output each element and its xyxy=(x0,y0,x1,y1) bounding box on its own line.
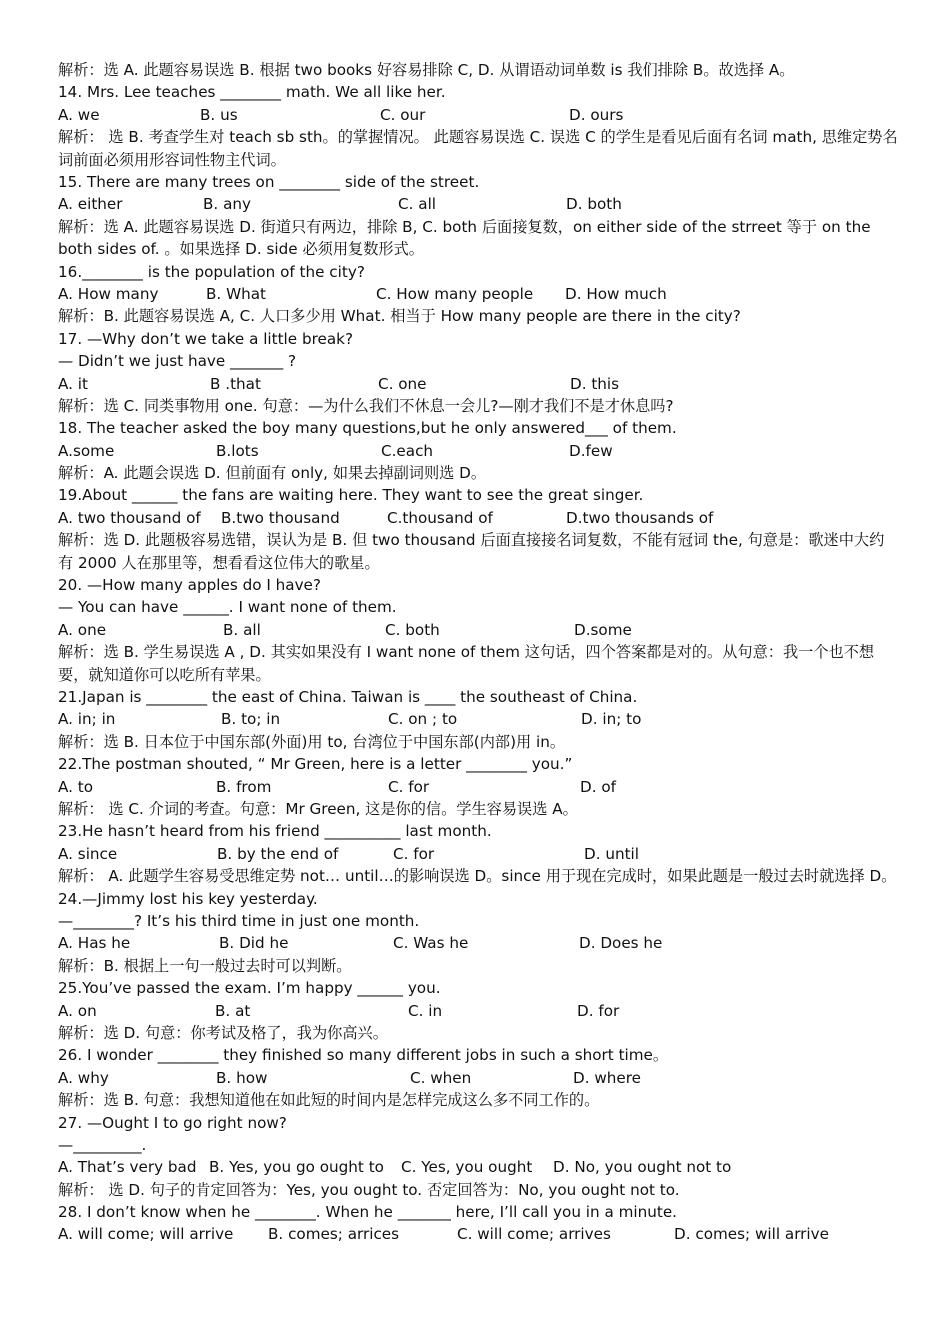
analysis-note: 解析： A. 此题学生容易受思维定势 not… until…的影响误选 D。since 用于现在完成时，如果此题是一般过去时就选择 D。 xyxy=(58,867,897,886)
answer-option: A. either xyxy=(58,195,123,214)
answer-option: C. in xyxy=(408,1001,443,1020)
answer-option: B .that xyxy=(210,374,261,393)
answer-option: C. all xyxy=(398,195,437,214)
answer-option: A. will come; will arrive xyxy=(58,1225,234,1244)
answer-option: D. How much xyxy=(565,284,667,303)
answer-options xyxy=(58,373,898,395)
question-text: 19.About ______ the fans are waiting here. They want to see the great singer. xyxy=(58,486,644,505)
analysis-note: 解析：B. 此题容易误选 A, C. 人口多少用 What. 相当于 How many people are there in the city? xyxy=(58,307,741,326)
answer-option: D.two thousands of xyxy=(566,508,714,527)
answer-options xyxy=(58,507,898,529)
analysis-note: 解析： 选 B. 考查学生对 teach sb sth。的掌握情况。 此题容易误选 C. 误选 C 的学生是看见后面有名词 math, 思维定势名词前面必须用形容词性物主代词。 xyxy=(58,128,898,169)
answer-option: B. Yes, you go ought to xyxy=(209,1158,384,1177)
answer-option: B.lots xyxy=(216,441,259,460)
analysis-note: 解析：选 B. 日本位于中国东部(外面)用 to, 台湾位于中国东部(内部)用 in。 xyxy=(58,732,566,751)
answer-option: A. one xyxy=(58,620,107,639)
answer-option: C. Yes, you ought xyxy=(401,1158,533,1177)
answer-option: B. Did he xyxy=(219,934,289,953)
analysis-note: 解析：选 A. 此题容易误选 D. 街道只有两边，排除 B, C. both 后面接复数，on either side of the strreet 等于 on the both sides of. 。如果选择 D. side 必须用复数形式。 xyxy=(58,217,871,259)
answer-option: A. why xyxy=(58,1068,109,1087)
answer-options xyxy=(58,619,898,641)
answer-option: D.few xyxy=(569,441,613,460)
answer-option: D. this xyxy=(570,374,620,393)
answer-option: C. one xyxy=(378,374,427,393)
answer-option: D.some xyxy=(574,620,632,639)
question-text: 15. There are many trees on ________ side of the street. xyxy=(58,172,480,191)
answer-options xyxy=(58,1223,898,1245)
answer-option: C. Was he xyxy=(393,934,469,953)
question-text: 27. —Ought I to go right now? xyxy=(58,1113,287,1132)
answer-option: C. our xyxy=(380,105,426,124)
answer-option: B. us xyxy=(200,105,238,124)
answer-option: B.two thousand xyxy=(221,508,340,527)
answer-option: D. where xyxy=(573,1068,641,1087)
answer-option: D. until xyxy=(584,844,639,863)
answer-options xyxy=(58,193,898,215)
question-text: 16.________ is the population of the city? xyxy=(58,262,365,281)
analysis-note: 解析：选 D. 此题极容易选错，误认为是 B. 但 two thousand 后面直接接名词复数，不能有冠词 the, 句意是：歌迷中大约有 2000 人在那里等，想看看这位伟大的歌星。 xyxy=(58,531,885,572)
answer-option: A. it xyxy=(58,374,88,393)
answer-options xyxy=(58,440,898,462)
answer-option: D. No, you ought not to xyxy=(553,1158,732,1177)
exam-document xyxy=(58,59,898,1246)
answer-option: D. in; to xyxy=(581,710,642,729)
answer-options xyxy=(58,776,898,798)
answer-option: D. of xyxy=(580,777,616,796)
answer-option: B. how xyxy=(216,1068,268,1087)
question-text: 21.Japan is ________ the east of China. Taiwan is ____ the southeast of China. xyxy=(58,688,638,707)
answer-option: D. Does he xyxy=(579,934,663,953)
analysis-note: 解析：选 C. 同类事物用 one. 句意：—为什么我们不休息一会儿?—刚才我们不是才休息吗? xyxy=(58,396,674,415)
answer-option: A.some xyxy=(58,441,115,460)
analysis-note: 解析：B. 根据上一句一般过去时可以判断。 xyxy=(58,956,352,975)
answer-option: A. Has he xyxy=(58,934,131,953)
answer-option: A. since xyxy=(58,844,118,863)
question-text: — Didn’t we just have _______ ? xyxy=(58,352,297,371)
answer-option: C. on ; to xyxy=(388,710,458,729)
answer-option: B. from xyxy=(216,777,272,796)
answer-option: B. to; in xyxy=(221,710,281,729)
question-text: 25.You’ve passed the exam. I’m happy ______ you. xyxy=(58,979,441,998)
answer-option: C. both xyxy=(385,620,440,639)
question-text: 18. The teacher asked the boy many questions,but he only answered___ of them. xyxy=(58,419,677,438)
answer-option: C. when xyxy=(410,1068,472,1087)
answer-option: A. to xyxy=(58,777,94,796)
answer-option: B. any xyxy=(203,195,251,214)
answer-options xyxy=(58,283,898,305)
question-text: 20. —How many apples do I have? xyxy=(58,576,321,595)
question-text: — You can have ______. I want none of them. xyxy=(58,598,397,617)
analysis-note: 解析： 选 C. 介词的考查。句意：Mr Green, 这是你的信。学生容易误选 A。 xyxy=(58,800,578,819)
question-text: 17. —Why don’t we take a little break? xyxy=(58,329,354,348)
answer-options xyxy=(58,1156,898,1178)
answer-option: A. we xyxy=(58,105,100,124)
answer-options xyxy=(58,1000,898,1022)
answer-option: A. two thousand of xyxy=(58,508,201,527)
analysis-note: 解析： 选 D. 句子的肯定回答为：Yes, you ought to. 否定回答为：No, you ought not to. xyxy=(58,1180,680,1199)
question-text: 26. I wonder ________ they finished so many different jobs in such a short time。 xyxy=(58,1046,669,1065)
answer-option: B. all xyxy=(223,620,261,639)
answer-option: B. What xyxy=(206,284,266,303)
answer-option: C. for xyxy=(393,844,435,863)
answer-options xyxy=(58,708,898,730)
analysis-note: 解析：选 B. 学生易误选 A , D. 其实如果没有 I want none of them 这句话，四个答案都是对的。从句意：我一个也不想要，就知道你可以吃所有苹果。 xyxy=(58,643,875,684)
question-text: —_________. xyxy=(58,1135,147,1154)
answer-option: C. will come; arrives xyxy=(457,1225,611,1244)
answer-options xyxy=(58,843,898,865)
question-text: 28. I don’t know when he ________. When he _______ here, I’ll call you in a minute. xyxy=(58,1203,677,1222)
answer-option: A. How many xyxy=(58,284,159,303)
question-text: 14. Mrs. Lee teaches ________ math. We all like her. xyxy=(58,83,446,102)
question-text: —________? It’s his third time in just one month. xyxy=(58,911,420,930)
question-text: 24.—Jimmy lost his key yesterday. xyxy=(58,889,318,908)
analysis-note: 解析：选 D. 句意：你考试及格了，我为你高兴。 xyxy=(58,1023,388,1042)
answer-option: D. comes; will arrive xyxy=(674,1225,829,1244)
question-text: 23.He hasn’t heard from his friend __________ last month. xyxy=(58,822,492,841)
answer-option: B. by the end of xyxy=(217,844,339,863)
answer-option: A. on xyxy=(58,1001,97,1020)
answer-option: C. for xyxy=(388,777,430,796)
answer-option: D. both xyxy=(566,195,622,214)
answer-option: C.thousand of xyxy=(387,508,493,527)
answer-option: C.each xyxy=(381,441,434,460)
answer-option: C. How many people xyxy=(376,284,534,303)
analysis-note: 解析：选 A. 此题容易误选 B. 根据 two books 好容易排除 C, D. 从谓语动词单数 is 我们排除 B。故选择 A。 xyxy=(58,61,795,79)
answer-option: A. That’s very bad xyxy=(58,1158,197,1177)
answer-option: B. at xyxy=(215,1001,251,1020)
analysis-note: 解析：选 B. 句意：我想知道他在如此短的时间内是怎样完成这么多不同工作的。 xyxy=(58,1091,600,1110)
question-text: 22.The postman shouted, “ Mr Green, here is a letter ________ you.” xyxy=(58,755,573,774)
answer-option: B. comes; arrices xyxy=(268,1225,400,1244)
answer-option: A. in; in xyxy=(58,710,116,729)
answer-options xyxy=(58,1067,898,1089)
analysis-note: 解析：A. 此题会误选 D. 但前面有 only, 如果去掉副词则选 D。 xyxy=(58,464,487,483)
answer-options xyxy=(58,104,898,126)
answer-options xyxy=(58,932,898,954)
answer-option: D. for xyxy=(577,1001,620,1020)
answer-option: D. ours xyxy=(569,105,624,124)
